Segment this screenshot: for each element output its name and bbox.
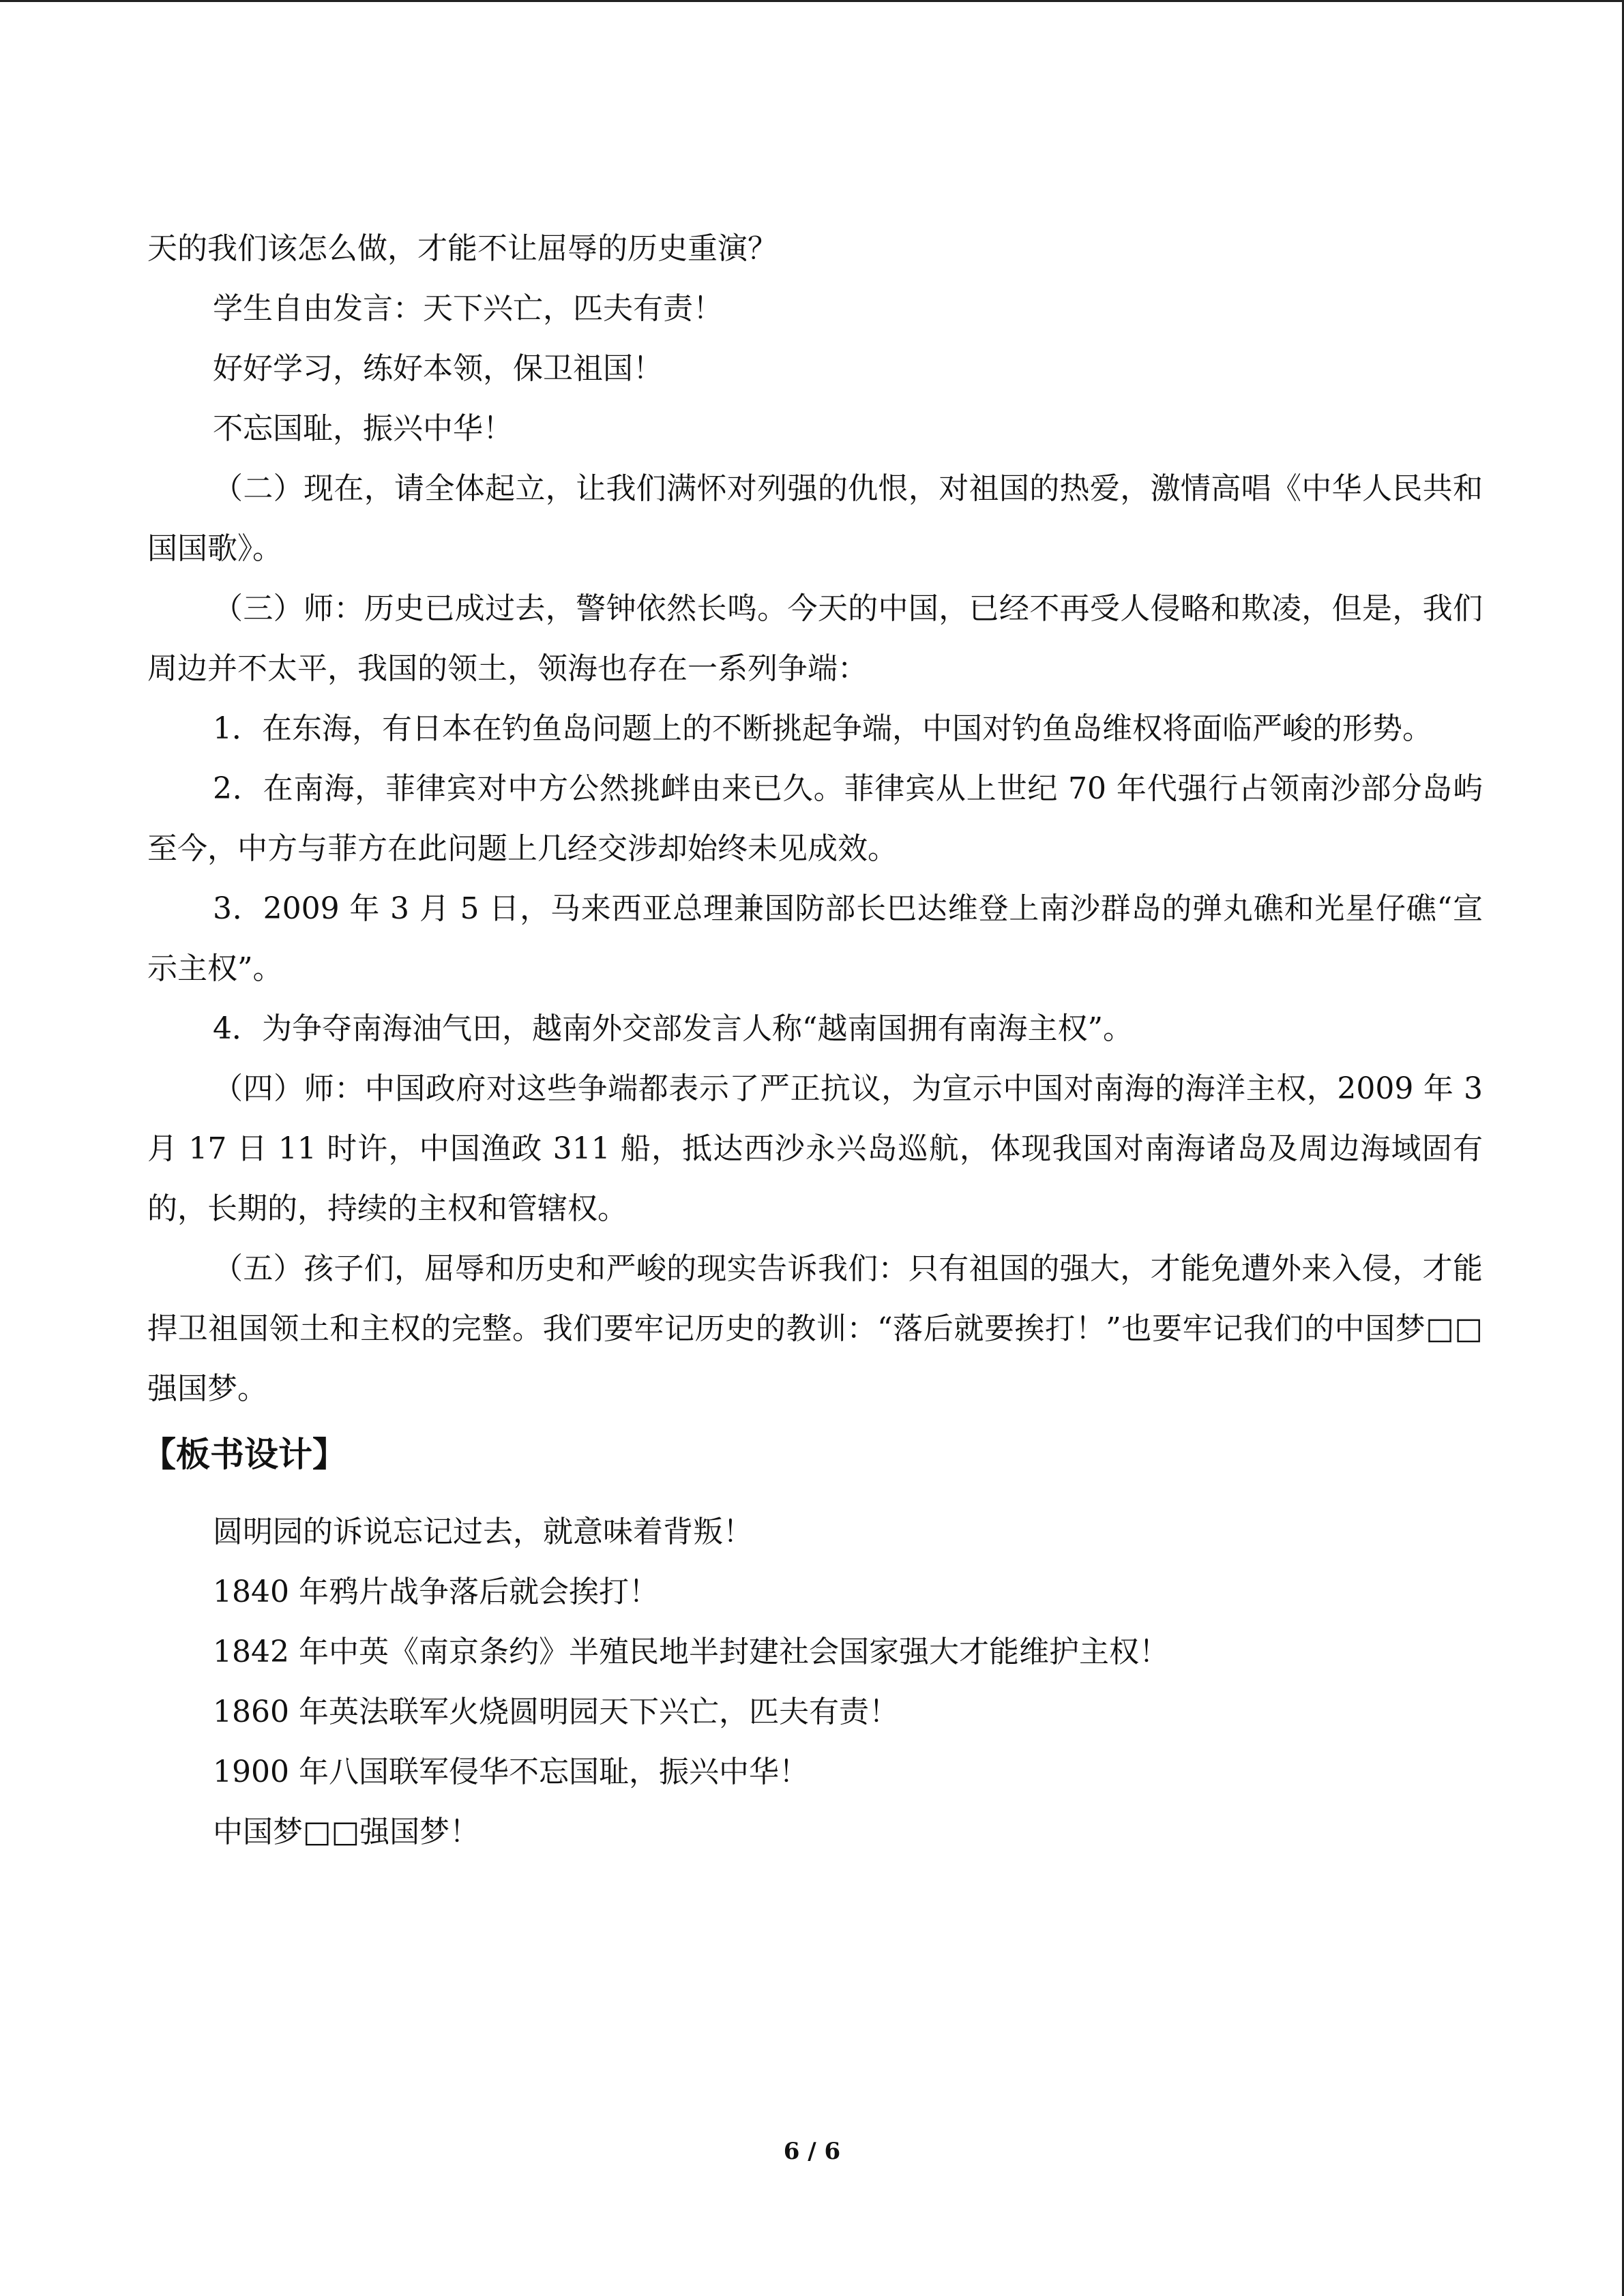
body-paragraph: 1．在东海，有日本在钓鱼岛问题上的不断挑起争端，中国对钓鱼岛维权将面临严峻的形势。 xyxy=(213,711,1432,746)
body-paragraph: 2．在南海，菲律宾对中方公然挑衅由来已久。菲律宾从上世纪 70 年代强行占领南沙部分岛屿至今，中方与菲方在此问题上几经交涉却始终未见成效。 xyxy=(147,771,1483,866)
body-paragraph: 4．为争夺南海油气田，越南外交部发言人称“越南国拥有南海主权”。 xyxy=(213,1011,1133,1046)
board-design xyxy=(147,1502,1483,1862)
body-paragraph: （三）师：历史已成过去，警钟依然长鸣。今天的中国，已经不再受人侵略和欺凌，但是，我们周边并不太平，我国的领土，领海也存在一系列争端： xyxy=(147,591,1483,686)
board-line: 1842 年中英《南京条约》半殖民地半封建社会国家强大才能维护主权！ xyxy=(213,1635,1169,1669)
board-line: 1840 年鸦片战争落后就会挨打！ xyxy=(213,1575,659,1609)
board-line: 圆明园的诉说忘记过去，就意味着背叛！ xyxy=(213,1515,753,1549)
body-paragraph: （四）师：中国政府对这些争端都表示了严正抗议，为宣示中国对南海的海洋主权，2009 年 3 月 17 日 11 时许，中国渔政 311 船，抵达西沙永兴岛巡航，体现我国对南海诸岛及周边海域固有的，长期的，持续的主权和管辖权。 xyxy=(147,1071,1483,1226)
body-paragraph: 天的我们该怎么做，才能不让屈辱的历史重演？ xyxy=(147,231,778,266)
body-paragraph: 3．2009 年 3 月 5 日，马来西亚总理兼国防部长巴达维登上南沙群岛的弹丸礁和光星仔礁“宣示主权”。 xyxy=(147,891,1483,986)
page-content xyxy=(142,219,1483,1862)
board-line: 1900 年八国联军侵华不忘国耻，振兴中华！ xyxy=(213,1755,809,1789)
section-heading: 【板书设计】 xyxy=(142,1435,346,1474)
body-paragraph: 不忘国耻，振兴中华！ xyxy=(213,411,513,446)
body-paragraph: 好好学习，练好本领，保卫祖国！ xyxy=(213,351,663,386)
page-number: 6 / 6 xyxy=(783,2138,841,2165)
body-paragraph: 学生自由发言：天下兴亡，匹夫有责！ xyxy=(213,291,723,326)
board-line: 中国梦□□强国梦！ xyxy=(213,1815,480,1849)
body-paragraph: （五）孩子们，屈辱和历史和严峻的现实告诉我们：只有祖国的强大，才能免遭外来入侵，才能捍卫祖国领土和主权的完整。我们要牢记历史的教训：“落后就要挨打！”也要牢记我们的中国梦□□强国梦。 xyxy=(147,1251,1483,1406)
board-line: 1860 年英法联军火烧圆明园天下兴亡，匹夫有责！ xyxy=(213,1695,899,1729)
body-paragraph: （二）现在，请全体起立，让我们满怀对列强的仇恨，对祖国的热爱，激情高唱《中华人民共和国国歌》。 xyxy=(147,471,1483,566)
